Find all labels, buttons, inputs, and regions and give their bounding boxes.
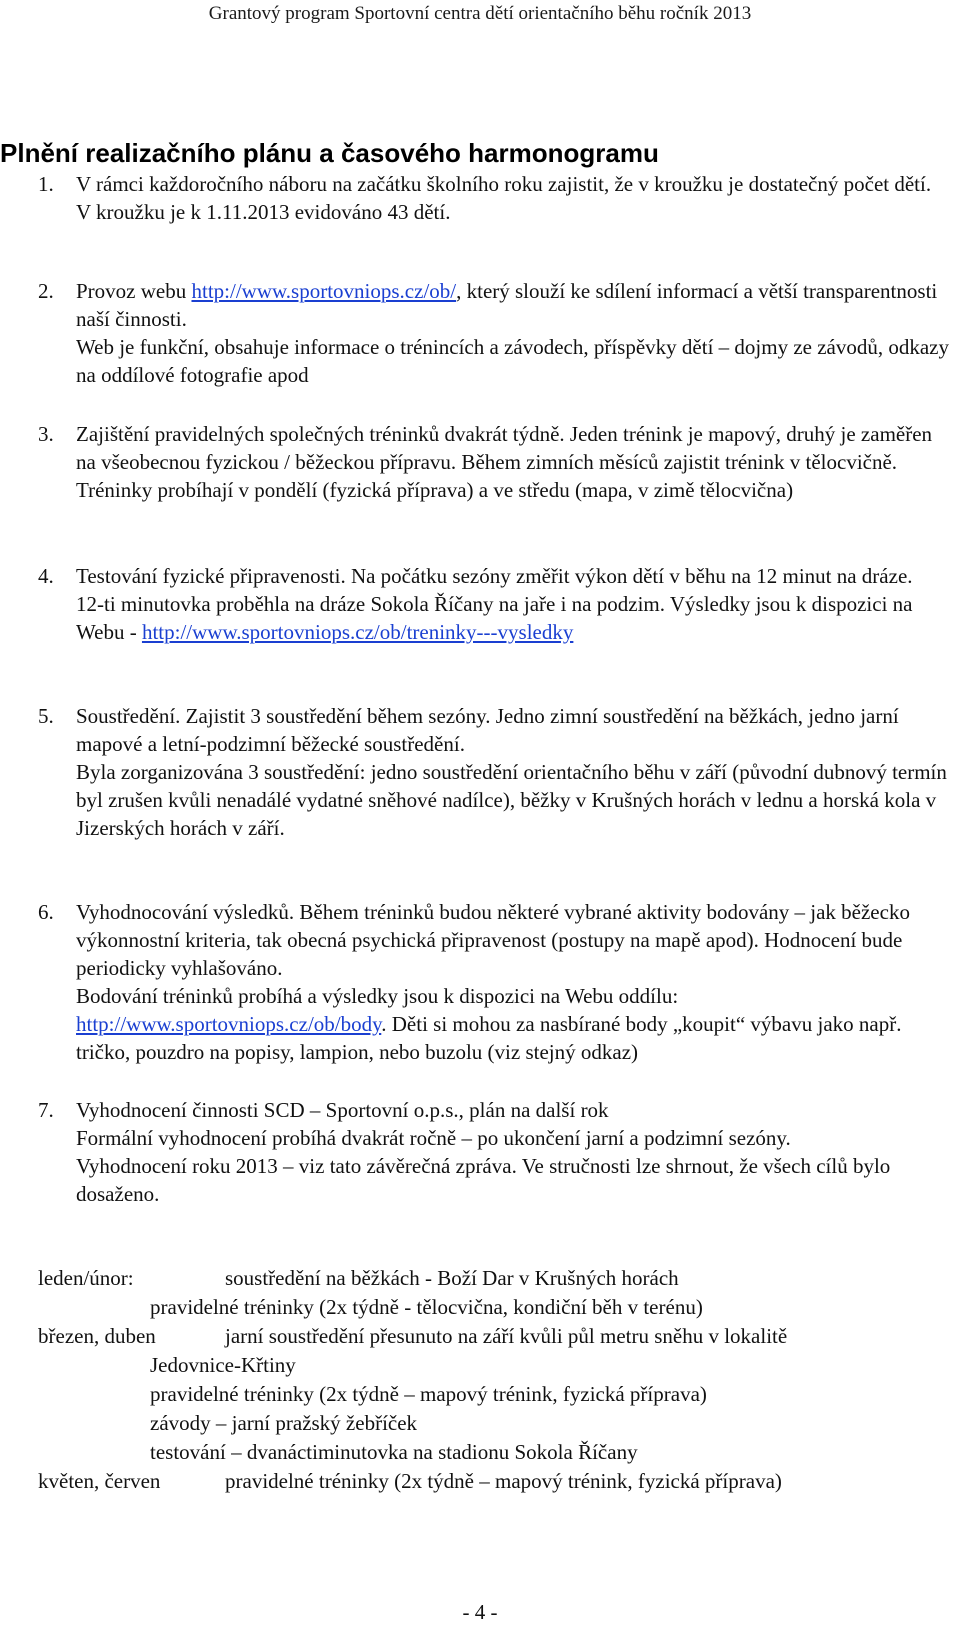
page-number: - 4 - <box>462 1600 498 1624</box>
item-number: 2. <box>38 279 54 303</box>
schedule-row <box>0 1467 960 1496</box>
web-link[interactable]: http://www.sportovniops.cz/ob/ <box>191 279 457 303</box>
item-text: Vyhodnocení roku 2013 – viz tato závěrečná zpráva. Ve stručnosti lze shrnout, že všech cílů bylo dosaženo. <box>76 1154 891 1206</box>
schedule-label: leden/únor: <box>38 1266 134 1290</box>
item-number: 7. <box>38 1098 54 1122</box>
item-text: Soustředění. Zajistit 3 soustředění během sezóny. Jedno zimní soustředění na běžkách, jedno jarní mapové a letní-podzimní běžecké soustředění. <box>76 704 899 756</box>
item-text: Testování fyzické připravenosti. Na počátku sezóny změřit výkon dětí v běhu na 12 minut na dráze. <box>76 564 913 588</box>
schedule-row <box>0 1322 960 1351</box>
item-text: V rámci každoročního náboru na začátku školního roku zajistit, že v kroužku je dostatečný počet dětí. <box>76 172 932 196</box>
item-text: Formální vyhodnocení probíhá dvakrát ročně – po ukončení jarní a podzimní sezóny. <box>76 1126 791 1150</box>
item-text: Zajištění pravidelných společných tréninků dvakrát týdně. Jeden trénink je mapový, druhý je zaměřen na všeobecnou fyzickou / běžeckou přípravu. Během zimních měsíců zajistit trénink v tělocvičně. <box>76 422 933 474</box>
schedule-label: květen, červen <box>38 1469 161 1493</box>
schedule <box>0 1264 960 1496</box>
item-number: 4. <box>38 564 54 588</box>
schedule-value: závody – jarní pražský žebříček <box>150 1411 418 1435</box>
page-header: Grantový program Sportovní centra dětí orientačního běhu ročník 2013 <box>208 3 752 24</box>
schedule-row <box>0 1293 960 1322</box>
schedule-value: jarní soustředění přesunuto na září kvůli půl metru sněhu v lokalitě <box>225 1324 788 1348</box>
schedule-value: pravidelné tréninky (2x týdně – mapový trénink, fyzická příprava) <box>150 1382 707 1406</box>
section-title: Plnění realizačního plánu a časového harmonogramu <box>0 138 659 168</box>
results-link[interactable]: http://www.sportovniops.cz/ob/treninky---vysledky <box>141 620 574 644</box>
item-number: 5. <box>38 704 54 728</box>
item-text: Provoz webu http://www.sportovniops.cz/ob/, který slouží ke sdílení informací a větší transparentnosti naší činnosti. <box>76 279 938 331</box>
schedule-row <box>0 1380 960 1409</box>
item-result: 12-ti minutovka proběhla na dráze Sokola Říčany na jaře i na podzim. Výsledky jsou k dispozici na Webu - http://www.sportovniops.cz/ob/treninky---vysledky <box>76 592 913 644</box>
item-result: Tréninky probíhají v pondělí (fyzická příprava) a ve středu (mapa, v zimě tělocvična) <box>76 478 794 502</box>
item-number: 3. <box>38 422 54 446</box>
schedule-value: Jedovnice-Křtiny <box>150 1353 296 1377</box>
schedule-value: pravidelné tréninky (2x týdně - tělocvična, kondiční běh v terénu) <box>150 1295 703 1319</box>
schedule-row <box>0 1438 960 1467</box>
item-number: 6. <box>38 900 54 924</box>
item-result: V kroužku je k 1.11.2013 evidováno 43 dětí. <box>76 200 451 224</box>
points-link[interactable]: http://www.sportovniops.cz/ob/body <box>76 1012 382 1036</box>
item-result: Bodování tréninků probíhá a výsledky jsou k dispozici na Webu oddílu: <box>76 984 679 1008</box>
item-result: Web je funkční, obsahuje informace o trénincích a závodech, příspěvky dětí – dojmy ze závodů, odkazy na oddílové fotografie apod <box>76 335 949 387</box>
item-result: Byla zorganizována 3 soustředění: jedno soustředění orientačního běhu v září (původní dubnový termín byl zrušen kvůli nenadálé vydatné sněhové nadílce), běžky v Krušných horách v lednu a horská kola v Jizerských horách v září. <box>76 760 947 840</box>
item-text: Vyhodnocení činnosti SCD – Sportovní o.p.s., plán na další rok <box>76 1098 609 1122</box>
schedule-row <box>0 1409 960 1438</box>
item-text: Vyhodnocování výsledků. Během tréninků budou některé vybrané aktivity bodovány – jak běžecko výkonnostní kriteria, tak obecná psychická připravenost (postupy na mapě apod). Hodnocení bude periodicky vyhlašováno. <box>76 900 910 980</box>
item-result-cont: http://www.sportovniops.cz/ob/body. Děti si mohou za nasbírané body „koupit“ výbavu jako např. tričko, pouzdro na popisy, lampion, nebo buzolu (viz stejný odkaz) <box>76 1012 902 1064</box>
schedule-label: březen, duben <box>38 1324 156 1348</box>
schedule-value: soustředění na běžkách - Boží Dar v Krušných horách <box>225 1266 679 1290</box>
schedule-value: testování – dvanáctiminutovka na stadionu Sokola Říčany <box>150 1440 638 1464</box>
schedule-row <box>0 1351 960 1380</box>
schedule-row <box>0 1264 960 1293</box>
item-number: 1. <box>38 172 54 196</box>
schedule-value: pravidelné tréninky (2x týdně – mapový trénink, fyzická příprava) <box>225 1469 782 1493</box>
